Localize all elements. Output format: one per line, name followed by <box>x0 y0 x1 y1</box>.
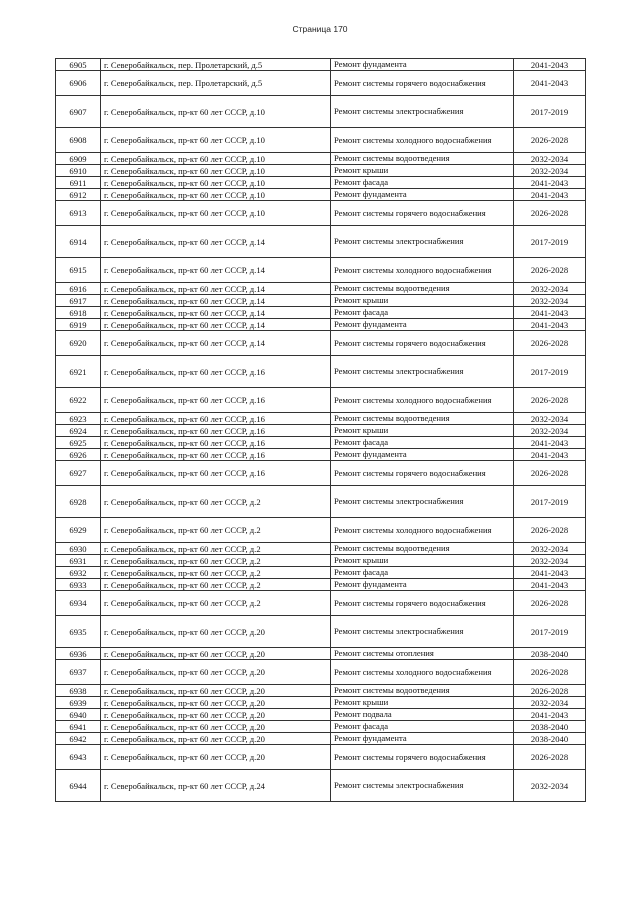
work-type-cell: Ремонт фасада <box>331 437 514 449</box>
work-type-cell: Ремонт системы электроснабжения <box>331 770 514 802</box>
table-row <box>56 319 586 331</box>
period-cell: 2038-2040 <box>514 721 586 733</box>
row-number-cell: 6914 <box>56 226 101 258</box>
work-type-cell: Ремонт фундамента <box>331 189 514 201</box>
period-cell: 2041-2043 <box>514 437 586 449</box>
address-cell: г. Северобайкальск, пр-кт 60 лет СССР, д.16 <box>101 413 331 425</box>
row-number-cell: 6906 <box>56 71 101 96</box>
period-cell: 2032-2034 <box>514 425 586 437</box>
row-number-cell: 6908 <box>56 128 101 153</box>
address-cell: г. Северобайкальск, пр-кт 60 лет СССР, д.20 <box>101 721 331 733</box>
table-body <box>56 59 586 802</box>
address-cell: г. Северобайкальск, пр-кт 60 лет СССР, д.10 <box>101 96 331 128</box>
period-cell: 2032-2034 <box>514 295 586 307</box>
row-number-cell: 6927 <box>56 461 101 486</box>
address-cell: г. Северобайкальск, пр-кт 60 лет СССР, д.20 <box>101 616 331 648</box>
row-number-cell: 6910 <box>56 165 101 177</box>
row-number-cell: 6932 <box>56 567 101 579</box>
address-cell: г. Северобайкальск, пр-кт 60 лет СССР, д.20 <box>101 685 331 697</box>
period-cell: 2032-2034 <box>514 413 586 425</box>
period-cell: 2032-2034 <box>514 543 586 555</box>
row-number-cell: 6909 <box>56 153 101 165</box>
work-type-cell: Ремонт системы электроснабжения <box>331 356 514 388</box>
row-number-cell: 6917 <box>56 295 101 307</box>
work-type-cell: Ремонт системы водоотведения <box>331 413 514 425</box>
work-type-cell: Ремонт фасада <box>331 177 514 189</box>
address-cell: г. Северобайкальск, пр-кт 60 лет СССР, д.24 <box>101 770 331 802</box>
work-type-cell: Ремонт системы водоотведения <box>331 283 514 295</box>
work-type-cell: Ремонт системы горячего водоснабжения <box>331 591 514 616</box>
work-type-cell: Ремонт системы водоотведения <box>331 153 514 165</box>
work-type-cell: Ремонт системы холодного водоснабжения <box>331 660 514 685</box>
row-number-cell: 6941 <box>56 721 101 733</box>
row-number-cell: 6938 <box>56 685 101 697</box>
period-cell: 2041-2043 <box>514 59 586 71</box>
table-row <box>56 697 586 709</box>
work-type-cell: Ремонт системы горячего водоснабжения <box>331 201 514 226</box>
period-cell: 2041-2043 <box>514 449 586 461</box>
table-row <box>56 356 586 388</box>
period-cell: 2032-2034 <box>514 697 586 709</box>
row-number-cell: 6918 <box>56 307 101 319</box>
row-number-cell: 6944 <box>56 770 101 802</box>
table-row <box>56 745 586 770</box>
period-cell: 2032-2034 <box>514 283 586 295</box>
table-row <box>56 413 586 425</box>
address-cell: г. Северобайкальск, пр-кт 60 лет СССР, д.14 <box>101 226 331 258</box>
period-cell: 2026-2028 <box>514 461 586 486</box>
work-type-cell: Ремонт крыши <box>331 165 514 177</box>
table-row <box>56 226 586 258</box>
work-type-cell: Ремонт системы горячего водоснабжения <box>331 461 514 486</box>
work-type-cell: Ремонт крыши <box>331 295 514 307</box>
work-type-cell: Ремонт системы горячего водоснабжения <box>331 745 514 770</box>
address-cell: г. Северобайкальск, пр-кт 60 лет СССР, д.20 <box>101 733 331 745</box>
row-number-cell: 6925 <box>56 437 101 449</box>
period-cell: 2026-2028 <box>514 388 586 413</box>
address-cell: г. Северобайкальск, пр-кт 60 лет СССР, д.20 <box>101 745 331 770</box>
period-cell: 2041-2043 <box>514 567 586 579</box>
row-number-cell: 6911 <box>56 177 101 189</box>
address-cell: г. Северобайкальск, пр-кт 60 лет СССР, д.10 <box>101 177 331 189</box>
table-row <box>56 579 586 591</box>
table-row <box>56 770 586 802</box>
row-number-cell: 6943 <box>56 745 101 770</box>
work-type-cell: Ремонт системы электроснабжения <box>331 96 514 128</box>
table-row <box>56 449 586 461</box>
period-cell: 2017-2019 <box>514 486 586 518</box>
period-cell: 2032-2034 <box>514 770 586 802</box>
work-type-cell: Ремонт системы холодного водоснабжения <box>331 388 514 413</box>
table-row <box>56 153 586 165</box>
work-type-cell: Ремонт фасада <box>331 307 514 319</box>
address-cell: г. Северобайкальск, пр-кт 60 лет СССР, д.10 <box>101 201 331 226</box>
address-cell: г. Северобайкальск, пр-кт 60 лет СССР, д.16 <box>101 461 331 486</box>
work-type-cell: Ремонт крыши <box>331 555 514 567</box>
period-cell: 2026-2028 <box>514 660 586 685</box>
row-number-cell: 6905 <box>56 59 101 71</box>
row-number-cell: 6915 <box>56 258 101 283</box>
page-number-label: Страница 170 <box>292 24 348 34</box>
table-row <box>56 388 586 413</box>
address-cell: г. Северобайкальск, пр-кт 60 лет СССР, д.2 <box>101 579 331 591</box>
address-cell: г. Северобайкальск, пр-кт 60 лет СССР, д.14 <box>101 307 331 319</box>
table-row <box>56 258 586 283</box>
address-cell: г. Северобайкальск, пр-кт 60 лет СССР, д.20 <box>101 697 331 709</box>
row-number-cell: 6916 <box>56 283 101 295</box>
row-number-cell: 6930 <box>56 543 101 555</box>
address-cell: г. Северобайкальск, пр-кт 60 лет СССР, д.20 <box>101 648 331 660</box>
table-row <box>56 177 586 189</box>
work-type-cell: Ремонт системы отопления <box>331 648 514 660</box>
period-cell: 2017-2019 <box>514 356 586 388</box>
table-row <box>56 733 586 745</box>
address-cell: г. Северобайкальск, пр-кт 60 лет СССР, д.10 <box>101 153 331 165</box>
table-row <box>56 721 586 733</box>
period-cell: 2026-2028 <box>514 591 586 616</box>
address-cell: г. Северобайкальск, пр-кт 60 лет СССР, д.14 <box>101 283 331 295</box>
period-cell: 2032-2034 <box>514 165 586 177</box>
work-type-cell: Ремонт фундамента <box>331 733 514 745</box>
row-number-cell: 6924 <box>56 425 101 437</box>
table-row <box>56 295 586 307</box>
work-type-cell: Ремонт системы холодного водоснабжения <box>331 258 514 283</box>
address-cell: г. Северобайкальск, пер. Пролетарский, д.5 <box>101 59 331 71</box>
period-cell: 2026-2028 <box>514 258 586 283</box>
address-cell: г. Северобайкальск, пр-кт 60 лет СССР, д.2 <box>101 591 331 616</box>
row-number-cell: 6942 <box>56 733 101 745</box>
address-cell: г. Северобайкальск, пр-кт 60 лет СССР, д.20 <box>101 709 331 721</box>
period-cell: 2026-2028 <box>514 331 586 356</box>
table-row <box>56 425 586 437</box>
period-cell: 2026-2028 <box>514 518 586 543</box>
address-cell: г. Северобайкальск, пр-кт 60 лет СССР, д.2 <box>101 567 331 579</box>
period-cell: 2041-2043 <box>514 307 586 319</box>
address-cell: г. Северобайкальск, пр-кт 60 лет СССР, д.10 <box>101 189 331 201</box>
work-type-cell: Ремонт системы холодного водоснабжения <box>331 518 514 543</box>
work-type-cell: Ремонт фасада <box>331 567 514 579</box>
work-type-cell: Ремонт крыши <box>331 697 514 709</box>
table-row <box>56 543 586 555</box>
table-row <box>56 201 586 226</box>
address-cell: г. Северобайкальск, пр-кт 60 лет СССР, д.20 <box>101 660 331 685</box>
row-number-cell: 6913 <box>56 201 101 226</box>
table-row <box>56 189 586 201</box>
work-type-cell: Ремонт фундамента <box>331 319 514 331</box>
table-row <box>56 71 586 96</box>
table-row <box>56 96 586 128</box>
period-cell: 2017-2019 <box>514 96 586 128</box>
row-number-cell: 6939 <box>56 697 101 709</box>
work-type-cell: Ремонт фундамента <box>331 579 514 591</box>
address-cell: г. Северобайкальск, пр-кт 60 лет СССР, д.10 <box>101 128 331 153</box>
address-cell: г. Северобайкальск, пр-кт 60 лет СССР, д.2 <box>101 486 331 518</box>
row-number-cell: 6933 <box>56 579 101 591</box>
address-cell: г. Северобайкальск, пр-кт 60 лет СССР, д.16 <box>101 425 331 437</box>
period-cell: 2032-2034 <box>514 153 586 165</box>
address-cell: г. Северобайкальск, пр-кт 60 лет СССР, д.2 <box>101 555 331 567</box>
row-number-cell: 6907 <box>56 96 101 128</box>
period-cell: 2041-2043 <box>514 177 586 189</box>
address-cell: г. Северобайкальск, пр-кт 60 лет СССР, д.2 <box>101 543 331 555</box>
table-row <box>56 648 586 660</box>
table-row <box>56 591 586 616</box>
work-type-cell: Ремонт фундамента <box>331 59 514 71</box>
address-cell: г. Северобайкальск, пр-кт 60 лет СССР, д.14 <box>101 295 331 307</box>
period-cell: 2038-2040 <box>514 733 586 745</box>
table-row <box>56 165 586 177</box>
row-number-cell: 6919 <box>56 319 101 331</box>
table-row <box>56 518 586 543</box>
period-cell: 2017-2019 <box>514 226 586 258</box>
period-cell: 2041-2043 <box>514 579 586 591</box>
row-number-cell: 6921 <box>56 356 101 388</box>
work-type-cell: Ремонт фундамента <box>331 449 514 461</box>
address-cell: г. Северобайкальск, пр-кт 60 лет СССР, д.14 <box>101 319 331 331</box>
work-type-cell: Ремонт системы электроснабжения <box>331 616 514 648</box>
table-row <box>56 331 586 356</box>
work-type-cell: Ремонт системы водоотведения <box>331 685 514 697</box>
row-number-cell: 6934 <box>56 591 101 616</box>
period-cell: 2026-2028 <box>514 745 586 770</box>
period-cell: 2017-2019 <box>514 616 586 648</box>
row-number-cell: 6936 <box>56 648 101 660</box>
row-number-cell: 6929 <box>56 518 101 543</box>
table-row <box>56 486 586 518</box>
period-cell: 2041-2043 <box>514 709 586 721</box>
period-cell: 2041-2043 <box>514 189 586 201</box>
row-number-cell: 6912 <box>56 189 101 201</box>
work-type-cell: Ремонт системы электроснабжения <box>331 226 514 258</box>
period-cell: 2026-2028 <box>514 201 586 226</box>
table-row <box>56 660 586 685</box>
row-number-cell: 6926 <box>56 449 101 461</box>
address-cell: г. Северобайкальск, пер. Пролетарский, д.5 <box>101 71 331 96</box>
period-cell: 2038-2040 <box>514 648 586 660</box>
address-cell: г. Северобайкальск, пр-кт 60 лет СССР, д.14 <box>101 258 331 283</box>
work-type-cell: Ремонт системы горячего водоснабжения <box>331 71 514 96</box>
table-row <box>56 567 586 579</box>
table-row <box>56 437 586 449</box>
row-number-cell: 6928 <box>56 486 101 518</box>
table-row <box>56 616 586 648</box>
address-cell: г. Северобайкальск, пр-кт 60 лет СССР, д.10 <box>101 165 331 177</box>
address-cell: г. Северобайкальск, пр-кт 60 лет СССР, д.2 <box>101 518 331 543</box>
row-number-cell: 6920 <box>56 331 101 356</box>
table-row <box>56 709 586 721</box>
table-row <box>56 283 586 295</box>
table-row <box>56 685 586 697</box>
address-cell: г. Северобайкальск, пр-кт 60 лет СССР, д.16 <box>101 449 331 461</box>
address-cell: г. Северобайкальск, пр-кт 60 лет СССР, д.16 <box>101 388 331 413</box>
table-row <box>56 461 586 486</box>
period-cell: 2026-2028 <box>514 685 586 697</box>
work-type-cell: Ремонт системы электроснабжения <box>331 486 514 518</box>
row-number-cell: 6922 <box>56 388 101 413</box>
work-type-cell: Ремонт подвала <box>331 709 514 721</box>
period-cell: 2041-2043 <box>514 71 586 96</box>
work-type-cell: Ремонт системы холодного водоснабжения <box>331 128 514 153</box>
period-cell: 2032-2034 <box>514 555 586 567</box>
row-number-cell: 6937 <box>56 660 101 685</box>
period-cell: 2041-2043 <box>514 319 586 331</box>
repair-schedule-table <box>55 58 586 802</box>
table-row <box>56 307 586 319</box>
address-cell: г. Северобайкальск, пр-кт 60 лет СССР, д.14 <box>101 331 331 356</box>
table-row <box>56 59 586 71</box>
work-type-cell: Ремонт фасада <box>331 721 514 733</box>
row-number-cell: 6923 <box>56 413 101 425</box>
work-type-cell: Ремонт крыши <box>331 425 514 437</box>
row-number-cell: 6931 <box>56 555 101 567</box>
address-cell: г. Северобайкальск, пр-кт 60 лет СССР, д.16 <box>101 356 331 388</box>
work-type-cell: Ремонт системы водоотведения <box>331 543 514 555</box>
row-number-cell: 6940 <box>56 709 101 721</box>
address-cell: г. Северобайкальск, пр-кт 60 лет СССР, д.16 <box>101 437 331 449</box>
period-cell: 2026-2028 <box>514 128 586 153</box>
row-number-cell: 6935 <box>56 616 101 648</box>
table-row <box>56 555 586 567</box>
table-row <box>56 128 586 153</box>
work-type-cell: Ремонт системы горячего водоснабжения <box>331 331 514 356</box>
